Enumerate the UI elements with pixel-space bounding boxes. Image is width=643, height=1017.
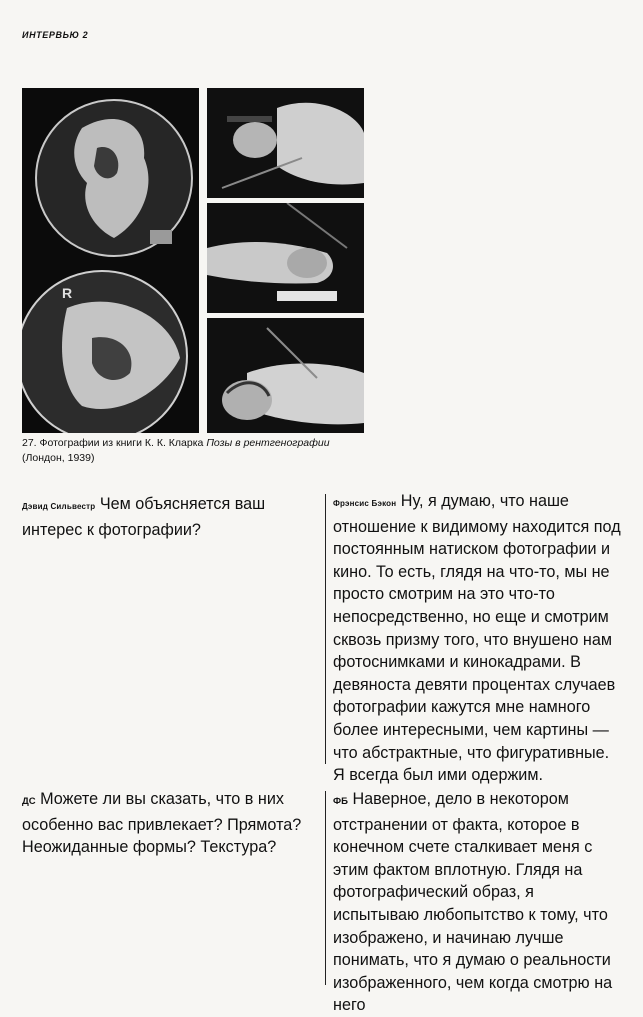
answer-text: Наверное, дело в некотором отстранении от факта, которое в конечном счете сталкивает меня с этим фактом вплотную. Глядя на фотографический образ, я испытываю любопытство к тому, что изображено, и начинаю лучше понимать, что я думаю о реальности изображенного, чем когда смотрю на него <box>333 790 613 1015</box>
answer-speaker: ФБ <box>333 796 348 807</box>
answer-2 <box>333 788 623 1017</box>
question-text: Можете ли вы сказать, что в них особенно вас привлекает? Прямота? Неожиданные формы? Текстура? <box>22 790 302 857</box>
question-text: Чем объясняется ваш интерес к фотографии? <box>22 495 266 539</box>
answer-1 <box>333 490 623 787</box>
figure-caption <box>22 436 352 466</box>
question-speaker: ДС <box>22 796 36 807</box>
answer-text: Ну, я думаю, что наше отношение к видимому находится под постоянным натиском фотографии и кино. То есть, глядя на что-то, мы не просто смотрим на это что-то непосредственно, но еще и смотрим сквозь призму того, что внушено нам фотоснимками и кинокадрами. В девяноста девяти процентах случаев фотографии кажутся мне намного более интересными, чем картины — что абстрактные, что фигуративные. Я всегда был ими одержим. <box>333 492 621 785</box>
svg-text:R: R <box>62 285 73 301</box>
question-speaker: Дэвид Сильвестр <box>22 502 96 511</box>
question-1 <box>22 493 314 541</box>
caption-suffix: (Лондон, 1939) <box>22 452 95 464</box>
patient-photo-2 <box>207 203 364 313</box>
figure-photo-collage <box>22 88 364 433</box>
xray-skull-photo <box>22 88 199 433</box>
running-head: ИНТЕРВЬЮ 2 <box>22 30 89 40</box>
caption-prefix: 27. Фотографии из книги К. К. Кларка <box>22 437 207 449</box>
column-divider <box>325 791 326 985</box>
column-divider <box>325 494 326 764</box>
question-2 <box>22 788 314 859</box>
patient-photo-3 <box>207 318 364 433</box>
caption-book-title: Позы в рентгенографии <box>206 437 330 449</box>
answer-speaker: Фрэнсис Бэкон <box>333 499 397 508</box>
patient-photo-1 <box>207 88 364 198</box>
